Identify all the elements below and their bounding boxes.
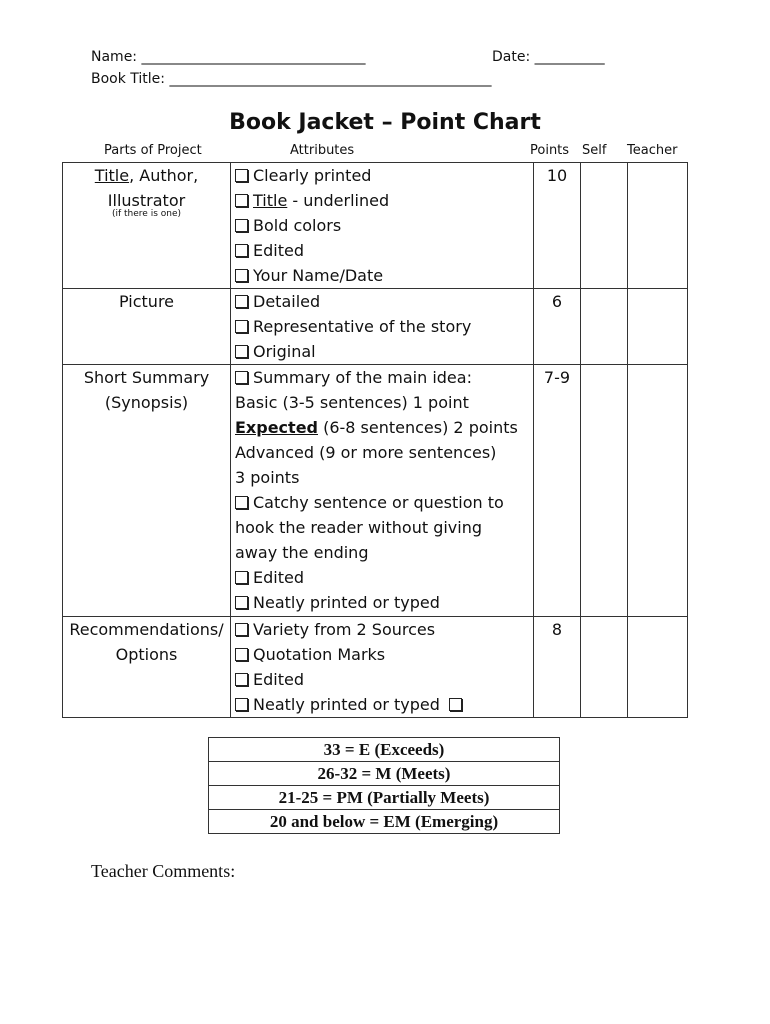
list-item: Clearly printed bbox=[235, 163, 533, 188]
part-cell: Picture bbox=[63, 289, 231, 365]
checkbox[interactable] bbox=[235, 345, 248, 358]
attributes-cell bbox=[231, 617, 534, 718]
list-item: Edited bbox=[235, 565, 533, 590]
attributes-cell bbox=[231, 163, 534, 289]
col-teacher: Teacher bbox=[627, 143, 678, 158]
part-label: Options bbox=[115, 645, 178, 664]
list-item: Basic (3-5 sentences) 1 point bbox=[235, 393, 469, 412]
page-title: Book Jacket – Point Chart bbox=[229, 110, 541, 135]
part-label: Title bbox=[94, 166, 130, 185]
date-blank[interactable]: __________ bbox=[534, 49, 605, 65]
part-cell bbox=[63, 365, 231, 617]
list-item: away the ending bbox=[235, 543, 369, 562]
table-row bbox=[209, 810, 560, 834]
name-blank[interactable]: ________________________________ bbox=[141, 49, 366, 65]
part-label: (Synopsis) bbox=[104, 393, 189, 412]
col-self: Self bbox=[582, 143, 607, 158]
self-score-cell[interactable] bbox=[581, 163, 628, 289]
name-label: Name: bbox=[91, 49, 138, 65]
list-item: Edited bbox=[235, 667, 533, 692]
table-row bbox=[209, 738, 560, 762]
teacher-score-cell[interactable] bbox=[628, 617, 688, 718]
teacher-score-cell[interactable] bbox=[628, 289, 688, 365]
date-line bbox=[492, 49, 605, 65]
checkbox[interactable] bbox=[235, 623, 248, 636]
col-points: Points bbox=[530, 143, 570, 158]
date-label: Date: bbox=[492, 49, 531, 65]
self-score-cell[interactable] bbox=[581, 289, 628, 365]
col-attributes: Attributes bbox=[290, 143, 355, 158]
book-title-line bbox=[91, 71, 491, 87]
teacher-score-cell[interactable] bbox=[628, 163, 688, 289]
list-item: Variety from 2 Sources bbox=[235, 617, 533, 642]
list-item: Edited bbox=[235, 238, 533, 263]
checkbox[interactable] bbox=[235, 571, 248, 584]
points-cell: 6 bbox=[534, 289, 581, 365]
table-row bbox=[63, 617, 688, 718]
part-note: (if there is one) bbox=[111, 209, 182, 219]
list-item: Advanced (9 or more sentences) bbox=[235, 443, 497, 462]
table-row bbox=[63, 289, 688, 365]
scale-cell: 20 and below = EM (Emerging) bbox=[209, 810, 560, 834]
teacher-score-cell[interactable] bbox=[628, 365, 688, 617]
checkbox[interactable] bbox=[235, 295, 248, 308]
scale-cell: 21-25 = PM (Partially Meets) bbox=[209, 786, 560, 810]
list-item: Original bbox=[235, 339, 533, 364]
list-item: Bold colors bbox=[235, 213, 533, 238]
list-item: Neatly printed or typed bbox=[235, 692, 533, 717]
list-item: Catchy sentence or question to bbox=[235, 490, 533, 515]
checkbox[interactable] bbox=[235, 169, 248, 182]
points-cell: 7-9 bbox=[534, 365, 581, 617]
self-score-cell[interactable] bbox=[581, 617, 628, 718]
checkbox[interactable] bbox=[235, 194, 248, 207]
part-label: Short Summary bbox=[83, 368, 210, 387]
checkbox[interactable] bbox=[235, 320, 248, 333]
checkbox[interactable] bbox=[449, 698, 462, 711]
list-item: Neatly printed or typed bbox=[235, 590, 533, 615]
name-line bbox=[91, 49, 365, 65]
part-cell bbox=[63, 163, 231, 289]
self-score-cell[interactable] bbox=[581, 365, 628, 617]
col-parts: Parts of Project bbox=[104, 143, 202, 158]
part-label: Illustrator bbox=[107, 191, 186, 210]
book-title-label: Book Title: bbox=[91, 71, 166, 87]
checkbox[interactable] bbox=[235, 496, 248, 509]
table-row bbox=[63, 365, 688, 617]
teacher-comments-label: Teacher Comments: bbox=[91, 861, 236, 881]
list-item: Summary of the main idea: bbox=[235, 365, 533, 390]
points-cell: 10 bbox=[534, 163, 581, 289]
part-cell bbox=[63, 617, 231, 718]
list-item: 3 points bbox=[235, 468, 300, 487]
list-item: Title - underlined bbox=[235, 188, 533, 213]
scale-cell: 33 = E (Exceeds) bbox=[209, 738, 560, 762]
book-title-blank[interactable]: ______________________________________________ bbox=[169, 71, 492, 87]
points-cell: 8 bbox=[534, 617, 581, 718]
list-item: Your Name/Date bbox=[235, 263, 533, 288]
scale-cell: 26-32 = M (Meets) bbox=[209, 762, 560, 786]
checkbox[interactable] bbox=[235, 244, 248, 257]
list-item: Representative of the story bbox=[235, 314, 533, 339]
checkbox[interactable] bbox=[235, 673, 248, 686]
checkbox[interactable] bbox=[235, 648, 248, 661]
attributes-cell bbox=[231, 365, 534, 617]
checkbox[interactable] bbox=[235, 596, 248, 609]
checkbox[interactable] bbox=[235, 219, 248, 232]
table-row bbox=[209, 762, 560, 786]
grading-scale-table bbox=[208, 737, 560, 834]
table-row bbox=[63, 163, 688, 289]
part-label: Recommendations/ bbox=[69, 620, 224, 639]
checkbox[interactable] bbox=[235, 269, 248, 282]
checkbox[interactable] bbox=[235, 698, 248, 711]
part-label: , Author, bbox=[129, 166, 199, 185]
list-item: Detailed bbox=[235, 289, 533, 314]
rubric-table bbox=[62, 162, 688, 718]
list-item: hook the reader without giving bbox=[235, 518, 482, 537]
checkbox[interactable] bbox=[235, 371, 248, 384]
attributes-cell bbox=[231, 289, 534, 365]
list-item: Quotation Marks bbox=[235, 642, 533, 667]
list-item: Expected (6-8 sentences) 2 points bbox=[235, 418, 518, 437]
table-row bbox=[209, 786, 560, 810]
